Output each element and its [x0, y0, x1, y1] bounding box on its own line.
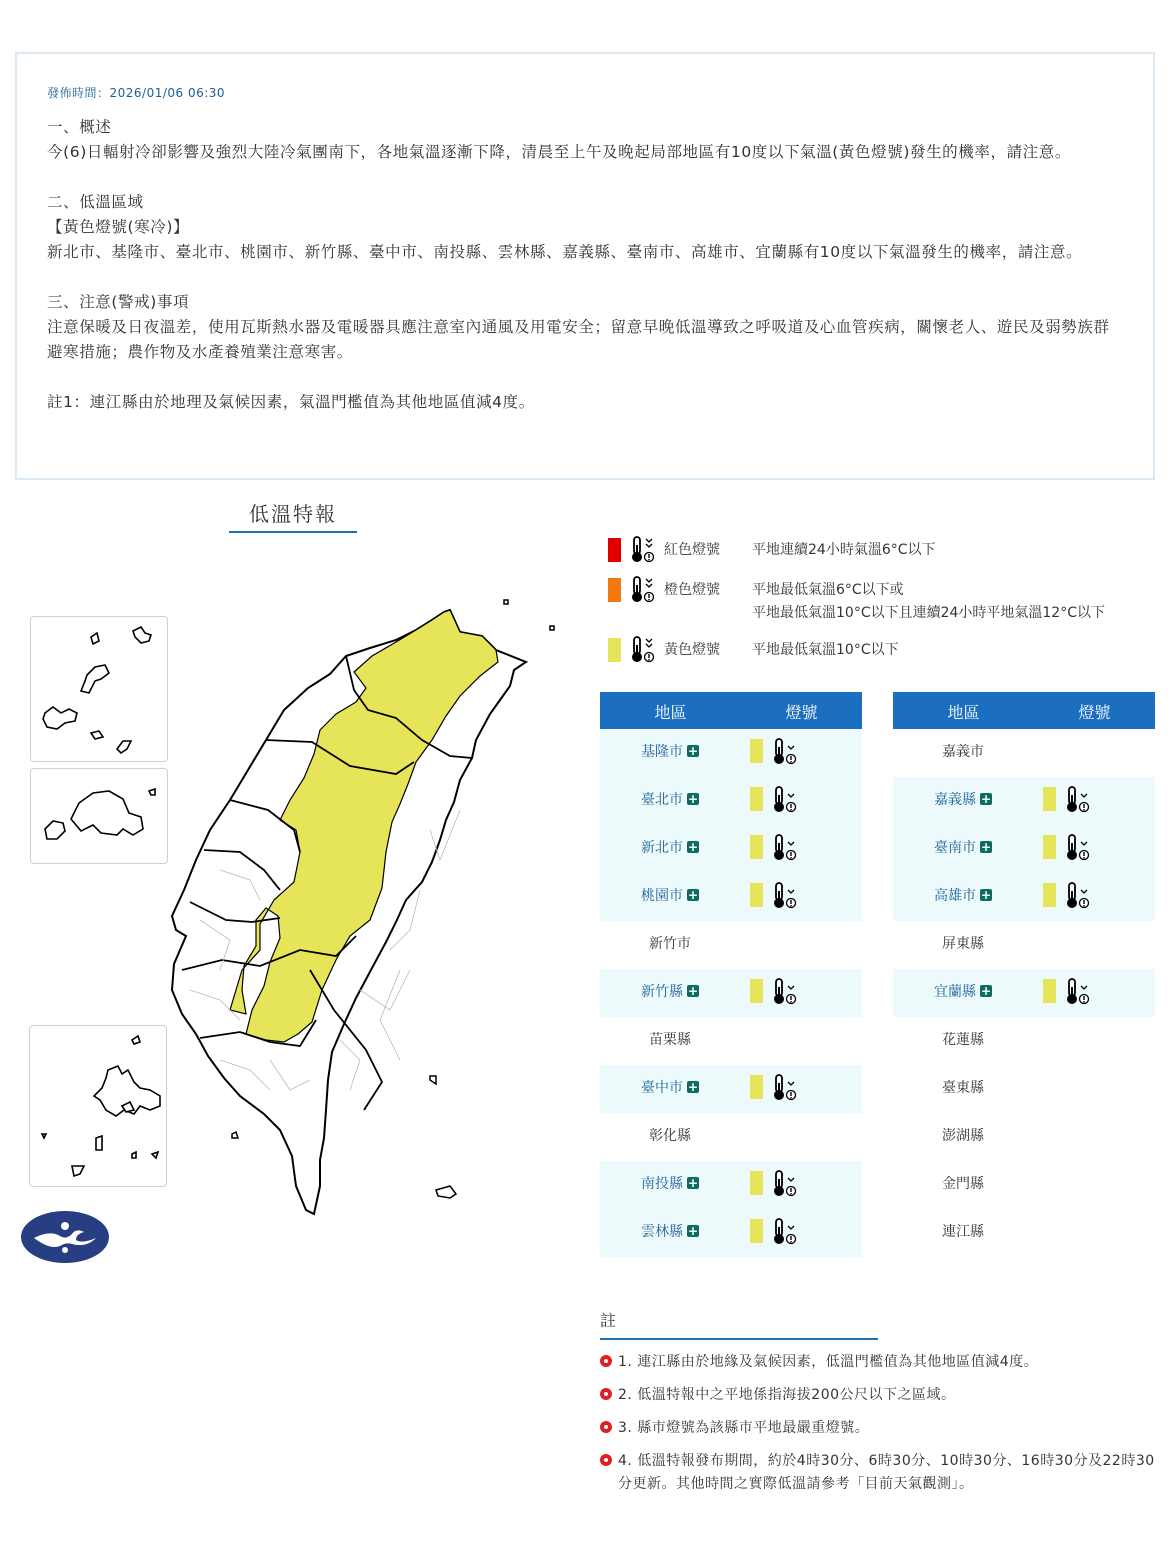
legend-orange-desc: [752, 579, 1105, 625]
region-label: 連江縣: [942, 1224, 984, 1240]
region-label: 桃園市: [641, 888, 683, 904]
table-row[interactable]: [893, 825, 1155, 873]
region-label: 花蓮縣: [942, 1032, 984, 1048]
thermometer-cold-icon: [770, 1217, 800, 1251]
table-row[interactable]: [600, 1209, 862, 1257]
table-row: [893, 1017, 1155, 1065]
penghu-islands-icon: [30, 1026, 168, 1188]
expand-plus-icon[interactable]: +: [687, 1224, 699, 1238]
yellow-swatch: [608, 638, 621, 662]
bullet-icon: [600, 1454, 612, 1466]
region-name[interactable]: [893, 837, 1033, 857]
expand-plus-icon[interactable]: +: [980, 840, 992, 854]
region-label: 苗栗縣: [649, 1032, 691, 1048]
region-label: 臺北市: [641, 792, 683, 808]
kinmen-islands-icon: [31, 769, 169, 865]
note-item: 1. 連江縣由於地緣及氣候因素，低溫門檻值為其他地區值減4度。: [600, 1351, 1160, 1374]
yellow-signal-swatch: [750, 1219, 763, 1243]
thermometer-cold-icon: [628, 575, 658, 605]
region-name[interactable]: [600, 885, 740, 905]
yellow-signal-swatch: [1043, 835, 1056, 859]
legend-orange-desc-line2: 平地最低氣溫10°C以下且連續24小時平地氣溫12°C以下: [752, 605, 1105, 621]
expand-plus-icon[interactable]: +: [980, 888, 992, 902]
inset-map-matsu[interactable]: [30, 616, 168, 762]
region-name: [893, 1077, 1033, 1097]
region-name: [893, 1173, 1033, 1193]
yellow-signal-swatch: [750, 883, 763, 907]
table-row[interactable]: [600, 729, 862, 777]
yellow-signal-swatch: [750, 739, 763, 763]
region-label: 屏東縣: [942, 936, 984, 952]
section-1-title: 一、概述: [47, 118, 112, 136]
col-area-header: 地區: [947, 703, 980, 722]
expand-plus-icon[interactable]: +: [687, 840, 699, 854]
region-name[interactable]: [893, 981, 1033, 1001]
region-name[interactable]: [600, 1173, 740, 1193]
table-header: [893, 692, 1155, 729]
region-name[interactable]: [600, 837, 740, 857]
region-name[interactable]: [600, 741, 740, 761]
matsu-islands-icon: [31, 617, 169, 763]
expand-plus-icon[interactable]: +: [687, 984, 699, 998]
legend-yellow-desc: 平地最低氣溫10°C以下: [752, 642, 899, 658]
region-label: 新北市: [641, 840, 683, 856]
region-label: 金門縣: [942, 1176, 984, 1192]
expand-plus-icon[interactable]: +: [687, 888, 699, 902]
table-row: [600, 1017, 862, 1065]
region-name: [893, 1029, 1033, 1049]
table-row: [600, 921, 862, 969]
table-row[interactable]: [600, 969, 862, 1017]
expand-plus-icon[interactable]: +: [980, 984, 992, 998]
section-2-title: 二、低溫區域: [47, 193, 144, 211]
yellow-signal-swatch: [750, 979, 763, 1003]
region-name: [893, 1221, 1033, 1241]
thermometer-cold-icon: [770, 1169, 800, 1203]
thermometer-cold-icon: [1063, 833, 1093, 867]
legend-orange-name: 橙色燈號: [664, 582, 720, 598]
region-name: [600, 1125, 740, 1145]
table-row[interactable]: [893, 777, 1155, 825]
region-label: 雲林縣: [641, 1224, 683, 1240]
table-row: [893, 1161, 1155, 1209]
table-row[interactable]: [893, 873, 1155, 921]
section-3-title: 三、注意(警戒)事項: [47, 293, 190, 311]
table-row: [893, 729, 1155, 777]
taiwan-low-temp-map: [160, 590, 560, 1230]
thermometer-cold-icon: [1063, 785, 1093, 819]
note-item: 4. 低溫特報發布期間，約於4時30分、6時30分、10時30分、16時30分及22時30分更新。其他時間之實際低溫請參考「目前天氣觀測」。: [600, 1450, 1160, 1496]
expand-plus-icon[interactable]: +: [687, 792, 699, 806]
region-table-right: [893, 692, 1155, 1257]
region-label: 高雄市: [934, 888, 976, 904]
yellow-signal-swatch: [750, 1171, 763, 1195]
yellow-signal-swatch: [1043, 883, 1056, 907]
thermometer-cold-icon: [628, 635, 658, 665]
report-panel: [15, 52, 1155, 480]
region-label: 嘉義縣: [934, 792, 976, 808]
table-row[interactable]: [600, 777, 862, 825]
legend-orange-desc-line1: 平地最低氣溫6°C以下或: [752, 582, 904, 598]
thermometer-cold-icon: [770, 737, 800, 771]
expand-plus-icon[interactable]: +: [687, 744, 699, 758]
yellow-signal-swatch: [1043, 787, 1056, 811]
footnote-1: 註1：連江縣由於地理及氣候因素，氣溫門檻值為其他地區值減4度。: [47, 393, 535, 411]
thermometer-cold-icon: [628, 535, 658, 565]
region-label: 新竹市: [649, 936, 691, 952]
region-name[interactable]: [600, 981, 740, 1001]
note-item: 3. 縣市燈號為該縣市平地最嚴重燈號。: [600, 1417, 1160, 1440]
yellow-signal-swatch: [750, 787, 763, 811]
region-name: [893, 933, 1033, 953]
thermometer-cold-icon: [770, 1073, 800, 1107]
legend-red-name: 紅色燈號: [664, 542, 720, 558]
table-row: [893, 921, 1155, 969]
table-row[interactable]: [600, 825, 862, 873]
yellow-signal-swatch: [750, 1075, 763, 1099]
region-name: [893, 1125, 1033, 1145]
notes-title: 註: [600, 1311, 618, 1330]
table-row[interactable]: [893, 969, 1155, 1017]
region-label: 彰化縣: [649, 1128, 691, 1144]
inset-map-penghu[interactable]: [29, 1025, 167, 1187]
table-row: [893, 1209, 1155, 1257]
thermometer-cold-icon: [770, 881, 800, 915]
region-name: [600, 1029, 740, 1049]
notes-divider: [600, 1338, 878, 1340]
section-2-body: 新北市、基隆市、臺北市、桃園市、新竹縣、臺中市、南投縣、雲林縣、嘉義縣、臺南市、高雄市、宜蘭縣有10度以下氣溫發生的機率，請注意。: [47, 243, 1083, 261]
section-3-body: 注意保暖及日夜溫差，使用瓦斯熱水器及電暖器具應注意室內通風及用電安全；留意早晚低溫導致之呼吸道及心血管疾病，關懷老人、遊民及弱勢族群避寒措施；農作物及水產養殖業注意寒害。: [47, 318, 1110, 361]
table-header: [600, 692, 862, 729]
cwa-logo-icon: [20, 1210, 110, 1264]
region-name[interactable]: [600, 1221, 740, 1241]
note-item: 2. 低溫特報中之平地係指海拔200公尺以下之區域。: [600, 1384, 1160, 1407]
red-swatch: [608, 538, 621, 562]
expand-plus-icon[interactable]: +: [687, 1176, 699, 1190]
region-label: 基隆市: [641, 744, 683, 760]
legend-yellow-name: 黃色燈號: [664, 642, 720, 658]
region-label: 臺中市: [641, 1080, 683, 1096]
region-label: 臺南市: [934, 840, 976, 856]
inset-map-kinmen[interactable]: [30, 768, 168, 864]
table-row: [600, 1113, 862, 1161]
table-row[interactable]: [600, 1161, 862, 1209]
legend-red-desc: 平地連續24小時氣溫6°C以下: [752, 542, 936, 558]
section-1-body: 今(6)日輻射冷卻影響及強烈大陸冷氣團南下，各地氣溫逐漸下降，清晨至上午及晚起局部地區有10度以下氣溫(黃色燈號)發生的機率，請注意。: [47, 143, 1071, 161]
bullet-icon: [600, 1355, 612, 1367]
region-label: 新竹縣: [641, 984, 683, 1000]
table-row: [893, 1065, 1155, 1113]
thermometer-cold-icon: [770, 785, 800, 819]
expand-plus-icon[interactable]: +: [687, 1080, 699, 1094]
thermometer-cold-icon: [1063, 881, 1093, 915]
col-signal-header: 燈號: [785, 703, 818, 722]
yellow-signal-swatch: [750, 835, 763, 859]
table-row[interactable]: [600, 1065, 862, 1113]
thermometer-cold-icon: [770, 833, 800, 867]
region-label: 嘉義市: [942, 744, 984, 760]
region-label: 南投縣: [641, 1176, 683, 1192]
region-name[interactable]: [893, 885, 1033, 905]
col-signal-header: 燈號: [1078, 703, 1111, 722]
table-row[interactable]: [600, 873, 862, 921]
publish-time: 發佈時間：2026/01/06 06:30: [47, 86, 226, 100]
region-label: 澎湖縣: [942, 1128, 984, 1144]
region-name: [600, 933, 740, 953]
table-row: [893, 1113, 1155, 1161]
region-label: 宜蘭縣: [934, 984, 976, 1000]
thermometer-cold-icon: [770, 977, 800, 1011]
expand-plus-icon[interactable]: +: [980, 792, 992, 806]
col-area-header: 地區: [654, 703, 687, 722]
region-name: [893, 741, 1033, 761]
section-2-subtitle: 【黃色燈號(寒冷)】: [47, 218, 190, 236]
yellow-signal-swatch: [1043, 979, 1056, 1003]
orange-swatch: [608, 578, 621, 602]
bullet-icon: [600, 1388, 612, 1400]
region-table-left: [600, 692, 862, 1257]
region-name[interactable]: [893, 789, 1033, 809]
region-name[interactable]: [600, 789, 740, 809]
map-title: 低溫特報: [229, 498, 357, 533]
bullet-icon: [600, 1421, 612, 1433]
region-name[interactable]: [600, 1077, 740, 1097]
thermometer-cold-icon: [1063, 977, 1093, 1011]
region-label: 臺東縣: [942, 1080, 984, 1096]
